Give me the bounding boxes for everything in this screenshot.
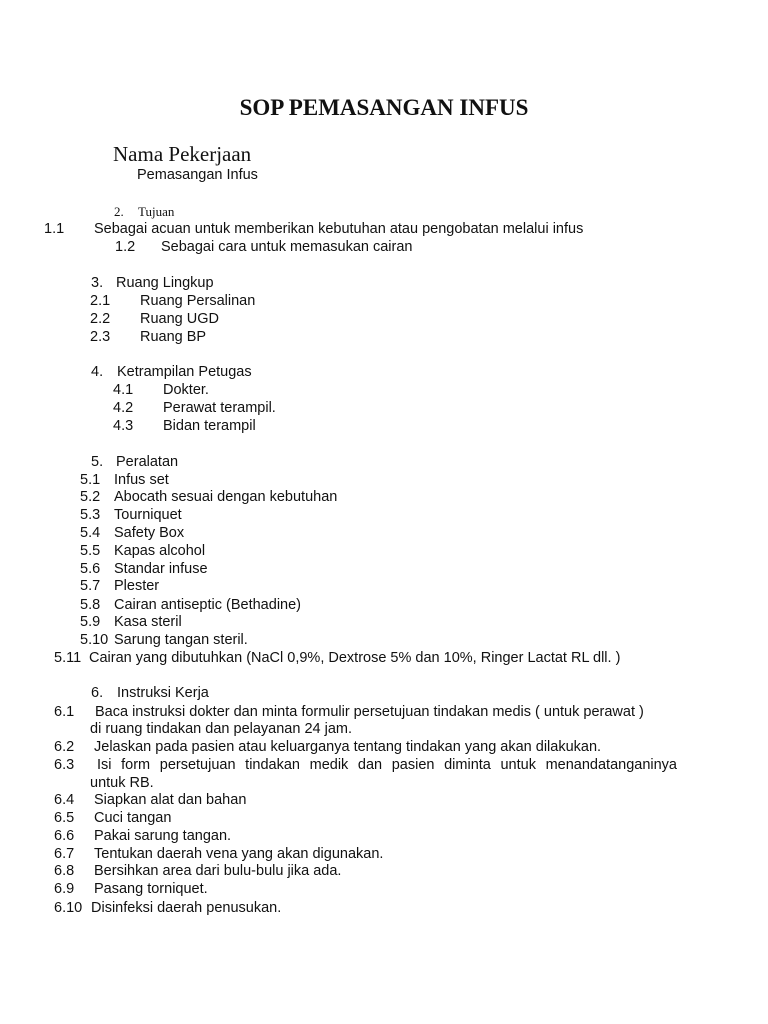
item-number: 5.1 — [80, 472, 101, 488]
section-3-heading: Ruang Lingkup — [116, 275, 214, 291]
section-4-heading: Ketrampilan Petugas — [117, 364, 252, 380]
item-text: Cairan antiseptic (Bethadine) — [114, 597, 301, 613]
item-text: Bersihkan area dari bulu-bulu jika ada. — [94, 863, 342, 879]
item-number: 1.1 — [44, 221, 65, 237]
item-number: 5.7 — [80, 578, 101, 594]
item-text: Siapkan alat dan bahan — [94, 792, 247, 808]
item-text: Ruang UGD — [140, 311, 219, 327]
item-text: Abocath sesuai dengan kebutuhan — [114, 489, 338, 505]
section-2-heading: Tujuan — [138, 204, 175, 219]
item-number: 1.2 — [115, 239, 136, 255]
item-text-continued: untuk RB. — [90, 775, 154, 791]
item-number: 6.2 — [54, 739, 75, 755]
item-number: 5.8 — [80, 597, 101, 613]
item-text: Ruang BP — [140, 329, 207, 345]
item-text: Standar infuse — [114, 561, 208, 577]
item-number: 5.5 — [80, 543, 101, 559]
item-text: Isi form persetujuan tindakan medik dan pasien diminta untuk menandatanganinya — [97, 757, 677, 773]
section-4-heading-number: 4. — [91, 364, 104, 380]
item-number: 6.5 — [54, 810, 75, 826]
item-number: 6.6 — [54, 828, 75, 844]
item-text: Disinfeksi daerah penusukan. — [91, 900, 282, 916]
item-text: Tourniquet — [114, 507, 182, 523]
item-text: Kapas alcohol — [114, 543, 206, 559]
item-number: 4.2 — [113, 400, 134, 416]
item-number: 5.2 — [80, 489, 101, 505]
item-number: 2.2 — [90, 311, 111, 327]
item-text: Baca instruksi dokter dan minta formulir persetujuan tindakan medis ( untuk perawat ) — [95, 704, 644, 720]
item-text: Infus set — [114, 472, 169, 488]
item-text: Safety Box — [114, 525, 185, 541]
item-number: 6.8 — [54, 863, 75, 879]
item-text: Ruang Persalinan — [140, 293, 256, 309]
section-3-heading-number: 3. — [91, 275, 104, 291]
item-number: 5.10 — [80, 632, 109, 648]
item-text: Kasa steril — [114, 614, 182, 630]
item-text: Perawat terampil. — [163, 400, 276, 416]
item-number: 2.3 — [90, 329, 111, 345]
item-number: 6.9 — [54, 881, 75, 897]
item-number: 6.3 — [54, 757, 75, 773]
item-number: 6.1 — [54, 704, 75, 720]
item-number: 5.9 — [80, 614, 101, 630]
item-number: 5.4 — [80, 525, 101, 541]
item-number: 5.11 — [54, 650, 82, 666]
item-text: Pakai sarung tangan. — [94, 828, 232, 844]
document-title: SOP PEMASANGAN INFUS — [239, 95, 529, 120]
section-5-heading: Peralatan — [116, 454, 179, 470]
item-text: Cuci tangan — [94, 810, 172, 826]
item-text: Sarung tangan steril. — [114, 632, 248, 648]
item-number: 4.3 — [113, 418, 134, 434]
section-6-heading-number: 6. — [91, 685, 104, 701]
section-5-heading-number: 5. — [91, 454, 104, 470]
section-1-value: Pemasangan Infus — [137, 167, 258, 183]
section-6-heading: Instruksi Kerja — [117, 685, 209, 701]
item-text: Sebagai acuan untuk memberikan kebutuhan atau pengobatan melalui infus — [94, 221, 584, 237]
item-number: 6.4 — [54, 792, 75, 808]
item-number: 5.3 — [80, 507, 101, 523]
section-2-heading-number: 2. — [114, 204, 124, 219]
item-text: Cairan yang dibutuhkan (NaCl 0,9%, Dextrose 5% dan 10%, Ringer Lactat RL dll. ) — [89, 650, 621, 666]
item-number: 2.1 — [90, 293, 111, 309]
item-text-continued: di ruang tindakan dan pelayanan 24 jam. — [90, 721, 352, 737]
item-text: Dokter. — [163, 382, 209, 398]
item-text: Bidan terampil — [163, 418, 256, 434]
item-number: 4.1 — [113, 382, 134, 398]
item-text: Tentukan daerah vena yang akan digunakan. — [94, 846, 384, 862]
item-number: 6.10 — [54, 900, 83, 916]
item-text: Pasang torniquet. — [94, 881, 208, 897]
item-number: 6.7 — [54, 846, 75, 862]
item-text: Sebagai cara untuk memasukan cairan — [161, 239, 413, 255]
section-1-heading: Nama Pekerjaan — [113, 142, 252, 166]
item-number: 5.6 — [80, 561, 101, 577]
item-text: Jelaskan pada pasien atau keluarganya tentang tindakan yang akan dilakukan. — [94, 739, 602, 755]
item-text: Plester — [114, 578, 160, 594]
